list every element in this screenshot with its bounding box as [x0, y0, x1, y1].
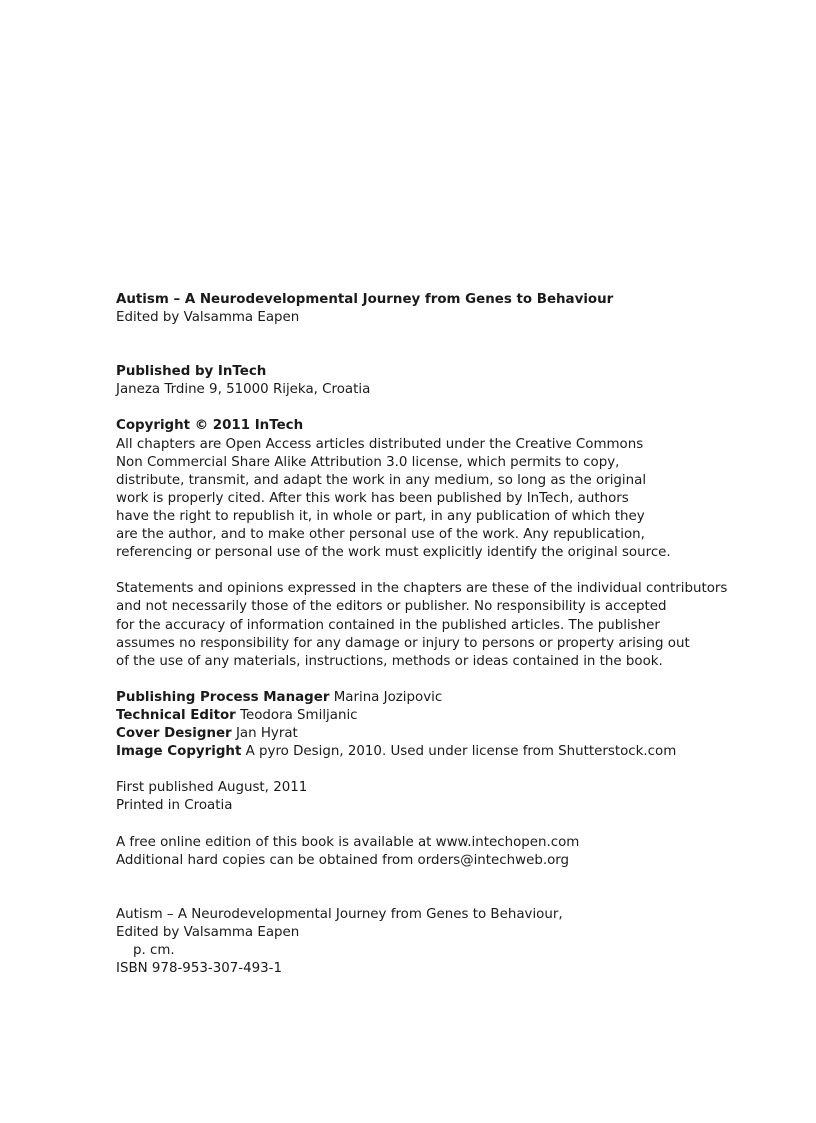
catalog-editor: Edited by Valsamma Eapen — [116, 924, 300, 940]
publisher-address: Janeza Trdine 9, 51000 Rijeka, Croatia — [116, 382, 371, 398]
credit-role: Technical Editor — [116, 707, 236, 723]
publisher-block — [116, 363, 756, 399]
disclaimer-text-line: assumes no responsibility for any damage or injury to persons or property arising out — [116, 635, 690, 651]
credit-name: Marina Jozipovic — [333, 689, 443, 705]
disclaimer-block — [116, 580, 756, 670]
credit-row — [116, 689, 756, 707]
copyright-text-line: Non Commercial Share Alike Attribution 3.0 license, which permits to copy, — [116, 454, 620, 470]
disclaimer-text-line: Statements and opinions expressed in the chapters are these of the individual contributors — [116, 581, 728, 597]
title-block — [116, 291, 756, 327]
first-published: First published August, 2011 — [116, 780, 308, 796]
disclaimer-text-line: and not necessarily those of the editors or publisher. No responsibility is accepted — [116, 599, 667, 615]
credit-row — [116, 743, 756, 761]
copyright-text-line: All chapters are Open Access articles distributed under the Creative Commons — [116, 436, 644, 452]
book-editor: Edited by Valsamma Eapen — [116, 310, 300, 326]
credits-block — [116, 689, 756, 761]
copyright-text-line: have the right to republish it, in whole or part, in any publication of which they — [116, 508, 645, 524]
credit-role: Image Copyright — [116, 744, 242, 760]
page-content — [116, 291, 756, 978]
cataloging-block — [116, 906, 756, 978]
credit-name: A pyro Design, 2010. Used under license from Shutterstock.com — [245, 744, 677, 760]
copyright-text-line: work is properly cited. After this work has been published by InTech, authors — [116, 490, 629, 506]
book-title: Autism – A Neurodevelopmental Journey from Genes to Behaviour — [116, 292, 614, 307]
credit-role: Cover Designer — [116, 726, 232, 742]
credit-row — [116, 707, 756, 725]
availability-block — [116, 834, 756, 870]
catalog-pages: p. cm. — [133, 943, 175, 958]
hard-copies-note: Additional hard copies can be obtained from orders@intechweb.org — [116, 852, 570, 868]
copyright-heading: Copyright © 2011 InTech — [116, 418, 304, 434]
disclaimer-text-line: for the accuracy of information contained in the published articles. The publisher — [116, 617, 660, 633]
credit-name: Teodora Smiljanic — [240, 707, 358, 723]
copyright-text-line: referencing or personal use of the work must explicitly identify the original source. — [116, 545, 671, 561]
online-edition-note: A free online edition of this book is available at www.intechopen.com — [116, 834, 580, 850]
copyright-block — [116, 417, 756, 562]
copyright-text-line: are the author, and to make other personal use of the work. Any republication, — [116, 527, 645, 543]
credit-role: Publishing Process Manager — [116, 689, 330, 705]
publisher-heading: Published by InTech — [116, 364, 267, 380]
catalog-isbn: ISBN 978-953-307-493-1 — [116, 961, 282, 977]
credit-name: Jan Hyrat — [235, 726, 298, 742]
copyright-text-line: distribute, transmit, and adapt the work in any medium, so long as the original — [116, 472, 647, 488]
catalog-title: Autism – A Neurodevelopmental Journey from Genes to Behaviour, — [116, 906, 563, 922]
publication-block — [116, 779, 756, 815]
disclaimer-text-line: of the use of any materials, instructions, methods or ideas contained in the book. — [116, 653, 663, 669]
credit-row — [116, 725, 756, 743]
printed-in: Printed in Croatia — [116, 798, 233, 814]
